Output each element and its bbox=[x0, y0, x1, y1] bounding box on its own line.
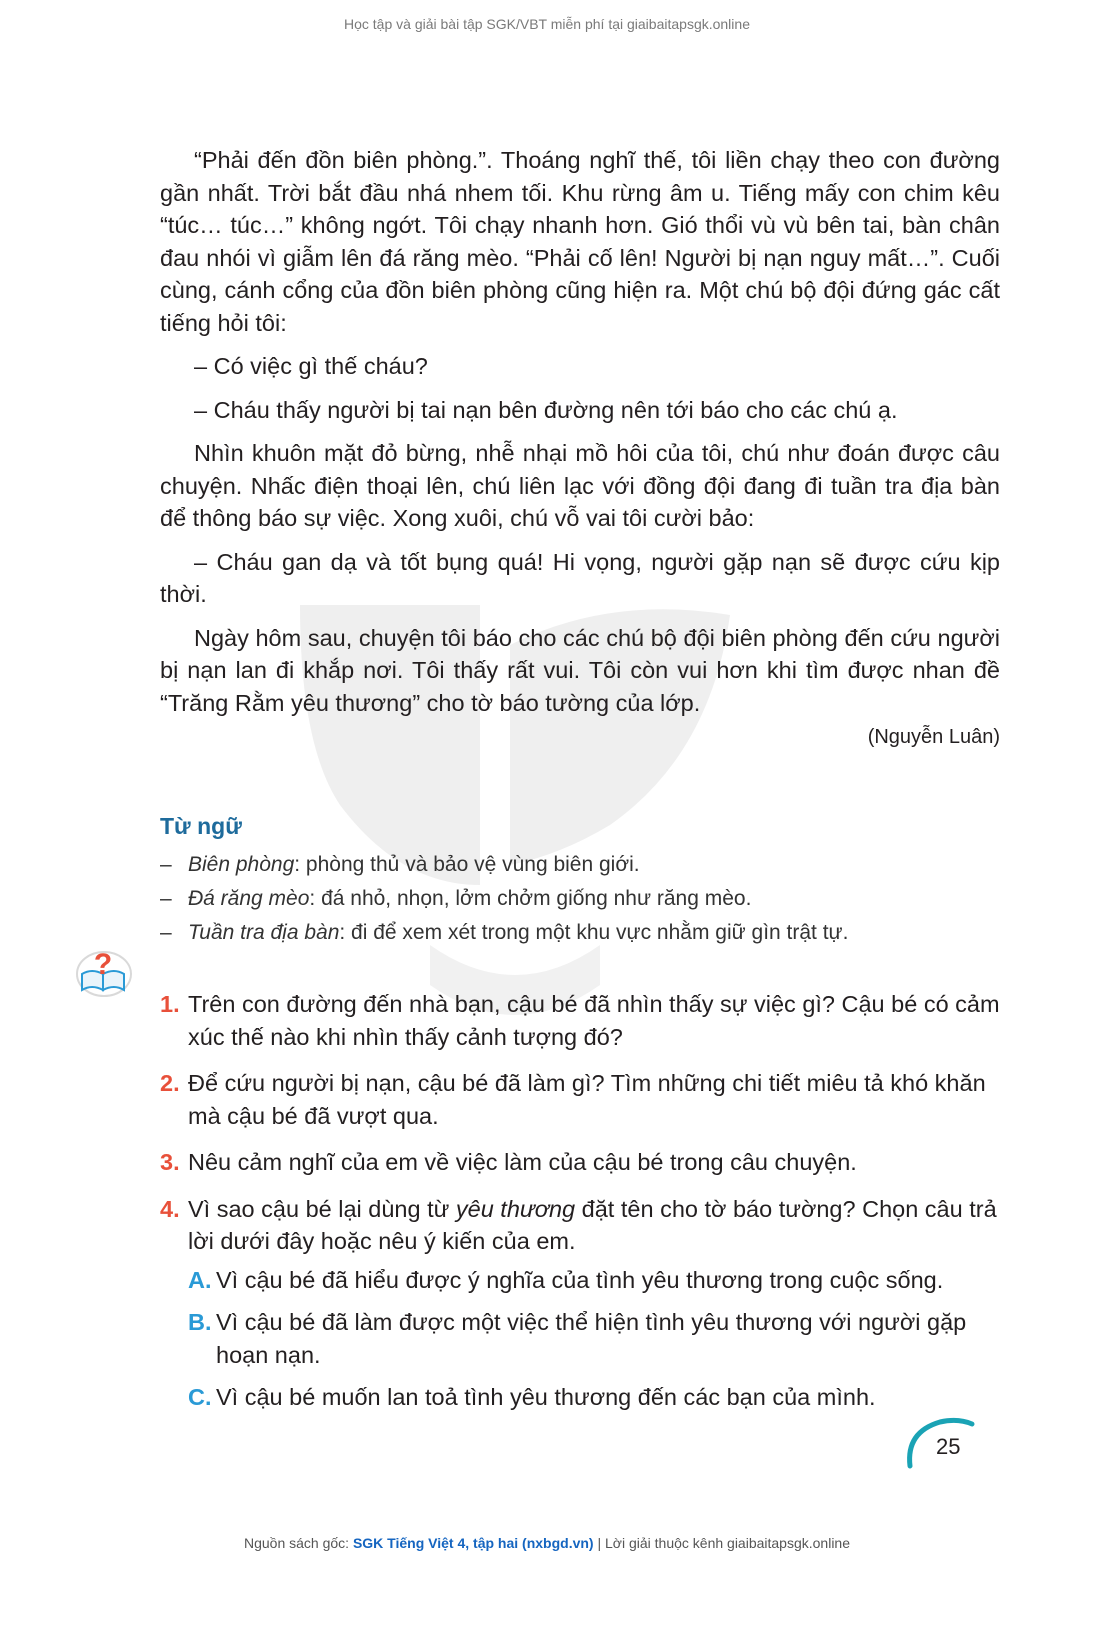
question-text: Nêu cảm nghĩ của em về việc làm của cậu bé trong câu chuyện. bbox=[188, 1149, 857, 1175]
vocab-definition: : đi để xem xét trong một khu vực nhằm giữ gìn trật tự. bbox=[339, 921, 849, 944]
story-paragraph: Ngày hôm sau, chuyện tôi báo cho các chú bộ đội biên phòng đến cứu người bị nạn lan đi khắp nơi. Tôi thấy rất vui. Tôi còn vui hơn khi tìm được nhan đề “Trăng Rằm yêu thương” cho tờ báo tường của lớp. bbox=[160, 624, 1000, 716]
vocab-term: Biên phòng bbox=[188, 853, 295, 876]
footer-prefix: Nguồn sách gốc: bbox=[243, 1535, 353, 1551]
answer-option-c bbox=[188, 1381, 1000, 1414]
vocab-item bbox=[160, 916, 1000, 950]
vocab-term: Tuần tra địa bàn bbox=[188, 921, 340, 944]
footer-note bbox=[0, 1535, 1094, 1551]
question-book-icon bbox=[74, 944, 132, 998]
vocab-item bbox=[160, 882, 1000, 916]
question-text: Trên con đường đến nhà bạn, cậu bé đã nhìn thấy sự việc gì? Cậu bé có cảm xúc thế nào khi nhìn thấy cảnh tượng đó? bbox=[188, 991, 1000, 1050]
option-text: Vì cậu bé muốn lan toả tình yêu thương đến các bạn của mình. bbox=[216, 1384, 876, 1410]
story-paragraph: Nhìn khuôn mặt đỏ bừng, nhễ nhại mồ hôi của tôi, chú như đoán được câu chuyện. Nhấc điện thoại lên, chú liên lạc với đồng đội đang đi tuần tra địa bàn để thông báo sự việc. Xong xuôi, chú vỗ vai tôi cười bảo: bbox=[160, 440, 1000, 531]
answer-options bbox=[188, 1264, 1000, 1414]
question-text-part: đặt tên cho tờ báo tường? Chọn câu trả lời dưới đây hoặc nêu ý kiến của em. bbox=[188, 1195, 997, 1254]
question-number: 1. bbox=[160, 991, 180, 1017]
author-credit: (Nguyễn Luân) bbox=[867, 726, 1000, 748]
page-content bbox=[160, 144, 1000, 1424]
page-number-badge bbox=[900, 1412, 980, 1472]
question-number: 4. bbox=[160, 1195, 180, 1222]
vocab-definition: : phòng thủ và bảo vệ vùng biên giới. bbox=[294, 853, 640, 876]
question-number: 3. bbox=[160, 1149, 180, 1175]
option-letter: C. bbox=[188, 1384, 212, 1410]
question-number: 2. bbox=[160, 1070, 180, 1096]
source-link[interactable]: SGK Tiếng Việt 4, tập hai (nxbgd.vn) bbox=[352, 1535, 594, 1551]
answer-option-a bbox=[188, 1264, 1000, 1297]
question-text bbox=[188, 1193, 1000, 1258]
header-note: Học tập và giải bài tập SGK/VBT miễn phí tại giaibaitapsgk.online bbox=[344, 16, 750, 32]
story-paragraph: “Phải đến đồn biên phòng.”. Thoáng nghĩ thế, tôi liền chạy theo con đường gần nhất. Trời bắt đầu nhá nhem tối. Khu rừng âm u. Tiếng mấy con chim kêu “túc… túc…” không ngớt. Tôi chạy nhanh hơn. Gió thổi vù vù bên tai, bàn chân đau nhói vì giẫm lên đá răng mèo. “Phải cố lên! Người bị nạn nguy mất…”. Cuối cùng, cánh cổng của đồn biên phòng cũng hiện ra. Một chú bộ đội đứng gác cất tiếng hỏi tôi: bbox=[160, 147, 1000, 336]
option-letter: A. bbox=[188, 1266, 212, 1293]
question-text-part: Vì sao cậu bé lại dùng từ bbox=[188, 1195, 456, 1222]
vocab-dash: – bbox=[160, 853, 172, 876]
vocab-term: Đá răng mèo bbox=[188, 887, 310, 910]
vocab-item bbox=[160, 848, 1000, 882]
question-item bbox=[160, 1146, 1000, 1179]
question-item bbox=[160, 1193, 1000, 1258]
option-letter: B. bbox=[188, 1309, 212, 1335]
question-emphasis: yêu thương bbox=[455, 1195, 576, 1222]
vocab-title: Từ ngữ bbox=[160, 813, 242, 839]
story-dialog-line: – Có việc gì thế cháu? bbox=[194, 353, 428, 379]
story-text bbox=[160, 144, 1000, 749]
footer-suffix: | Lời giải thuộc kênh giaibaitapsgk.online bbox=[593, 1535, 851, 1551]
story-dialog-line: – Cháu gan dạ và tốt bụng quá! Hi vọng, người gặp nạn sẽ được cứu kịp thời. bbox=[160, 548, 1000, 607]
question-item bbox=[160, 1067, 1000, 1132]
option-text: Vì cậu bé đã làm được một việc thể hiện tình yêu thương với người gặp hoạn nạn. bbox=[216, 1309, 967, 1368]
question-list bbox=[160, 988, 1000, 1414]
answer-option-b bbox=[188, 1306, 1000, 1371]
vocab-definition: : đá nhỏ, nhọn, lởm chởm giống như răng mèo. bbox=[309, 887, 752, 910]
question-text: Để cứu người bị nạn, cậu bé đã làm gì? Tìm những chi tiết miêu tả khó khăn mà cậu bé đã vượt qua. bbox=[188, 1070, 986, 1129]
question-mark-glyph: ? bbox=[93, 948, 113, 981]
story-dialog-line: – Cháu thấy người bị tai nạn bên đường nên tới báo cho các chú ạ. bbox=[194, 396, 898, 423]
vocab-dash: – bbox=[160, 921, 172, 944]
vocab-dash: – bbox=[160, 887, 172, 910]
vocab-list bbox=[160, 848, 1000, 950]
option-text: Vì cậu bé đã hiểu được ý nghĩa của tình yêu thương trong cuộc sống. bbox=[216, 1266, 944, 1293]
question-item bbox=[160, 988, 1000, 1053]
page-number: 25 bbox=[936, 1434, 961, 1459]
